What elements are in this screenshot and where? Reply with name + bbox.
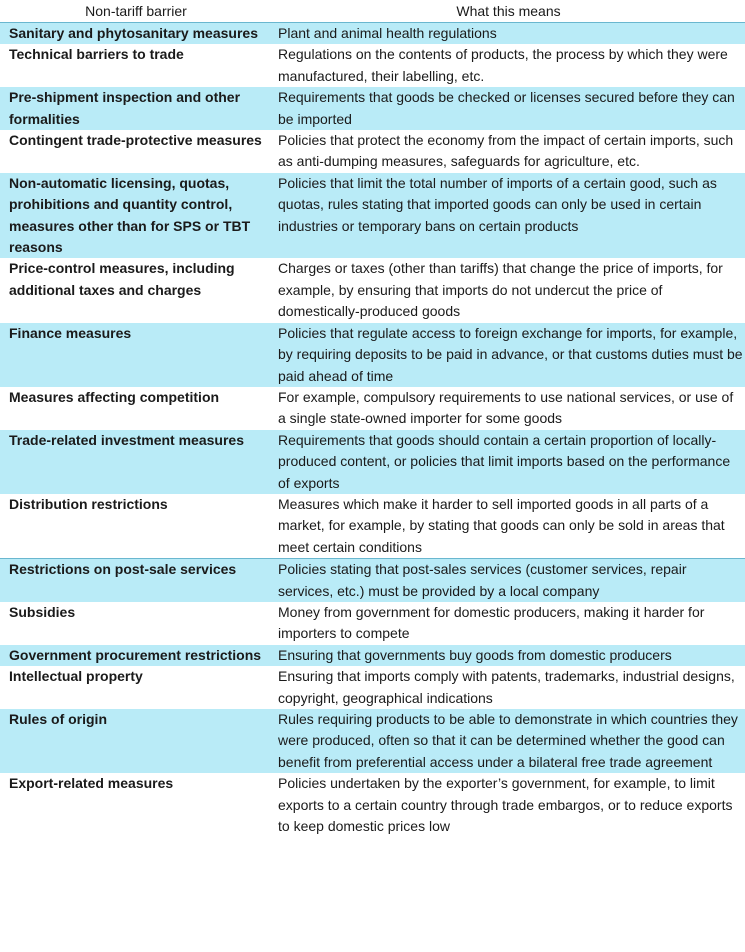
barrier-meaning: Policies that protect the economy from the impact of certain imports, such as anti-dumping measures, safeguards for agriculture, etc. (278, 132, 734, 170)
barrier-name: Measures affecting competition (9, 388, 220, 405)
barrier-meaning: Ensuring that governments buy goods from domestic producers (272, 645, 745, 666)
barrier-meaning: Rules requiring products to be able to demonstrate in which countries they were produced, often so that it can be determined whether the good can benefit from preferential access under a bilateral free trade agreement (272, 709, 745, 773)
barrier-meaning: Policies undertaken by the exporter’s government, for example, to limit exports to a certain country through trade embargos, or to reduce exports to keep domestic prices low (278, 775, 733, 835)
barrier-name: Distribution restrictions (9, 495, 168, 512)
table-row (0, 23, 745, 45)
table-row (0, 666, 745, 709)
table-row (0, 559, 745, 602)
barrier-meaning: Plant and animal health regulations (272, 23, 745, 45)
barrier-name: Restrictions on post-sale services (0, 559, 272, 602)
barrier-name: Contingent trade-protective measures (9, 132, 262, 149)
barrier-name: Export-related measures (9, 775, 174, 792)
barrier-name: Rules of origin (0, 709, 272, 773)
barrier-meaning: Policies stating that post-sales services (customer services, repair services, etc.) must be provided by a local company (272, 559, 745, 602)
barrier-name: Pre-shipment inspection and other formalities (0, 87, 272, 130)
barrier-name: Subsidies (9, 603, 76, 620)
table-header-row (0, 0, 745, 23)
table-row (0, 602, 745, 645)
table-row (0, 709, 745, 773)
barrier-meaning: Charges or taxes (other than tariffs) that change the price of imports, for example, by ensuring that imports do not undercut the price of domestically-produced goods (278, 260, 723, 320)
barrier-meaning: Ensuring that imports comply with patents, trademarks, industrial designs, copyright, geographical indications (278, 668, 735, 706)
barrier-name: Sanitary and phytosanitary measures (0, 23, 272, 45)
barrier-meaning: Measures which make it harder to sell imported goods in all parts of a market, for example, by stating that goods can only be sold in areas that meet certain conditions (278, 495, 725, 555)
barrier-name: Trade-related investment measures (0, 430, 272, 494)
barrier-name: Finance measures (0, 323, 272, 387)
barrier-meaning: Money from government for domestic producers, making it harder for importers to compete (278, 603, 705, 642)
table-row (0, 430, 745, 494)
barrier-meaning: Requirements that goods be checked or licenses secured before they can be imported (272, 87, 745, 130)
table-row (0, 773, 745, 837)
table-row (0, 44, 745, 87)
barrier-meaning: Policies that limit the total number of imports of a certain good, such as quotas, rules stating that imported goods can only be used in certain industries or temporary bans on certain products (272, 173, 745, 259)
barrier-name: Price-control measures, including additional taxes and charges (9, 260, 235, 298)
table-row (0, 494, 745, 559)
barrier-name: Non-automatic licensing, quotas, prohibitions and quantity control, measures other than for SPS or TBT reasons (0, 173, 272, 259)
barrier-meaning: Requirements that goods should contain a certain proportion of locally-produced content, or policies that limit imports based on the performance of exports (272, 430, 745, 494)
table-row (0, 173, 745, 259)
barrier-name: Technical barriers to trade (9, 46, 184, 63)
table-row (0, 323, 745, 387)
table-row (0, 258, 745, 322)
header-barrier: Non-tariff barrier (0, 0, 272, 23)
barrier-meaning: Regulations on the contents of products, the process by which they were manufactured, their labelling, etc. (278, 46, 728, 84)
barrier-meaning: Policies that regulate access to foreign exchange for imports, for example, by requiring deposits to be paid in advance, or that customs duties must be paid ahead of time (272, 323, 745, 387)
table-row (0, 387, 745, 430)
barrier-meaning: For example, compulsory requirements to use national services, or use of a single state-owned importer for some goods (278, 388, 734, 427)
barrier-name: Government procurement restrictions (0, 645, 272, 666)
table-row (0, 130, 745, 173)
table-row (0, 645, 745, 666)
table-row (0, 87, 745, 130)
header-meaning: What this means (272, 0, 745, 23)
barrier-name: Intellectual property (9, 668, 143, 685)
